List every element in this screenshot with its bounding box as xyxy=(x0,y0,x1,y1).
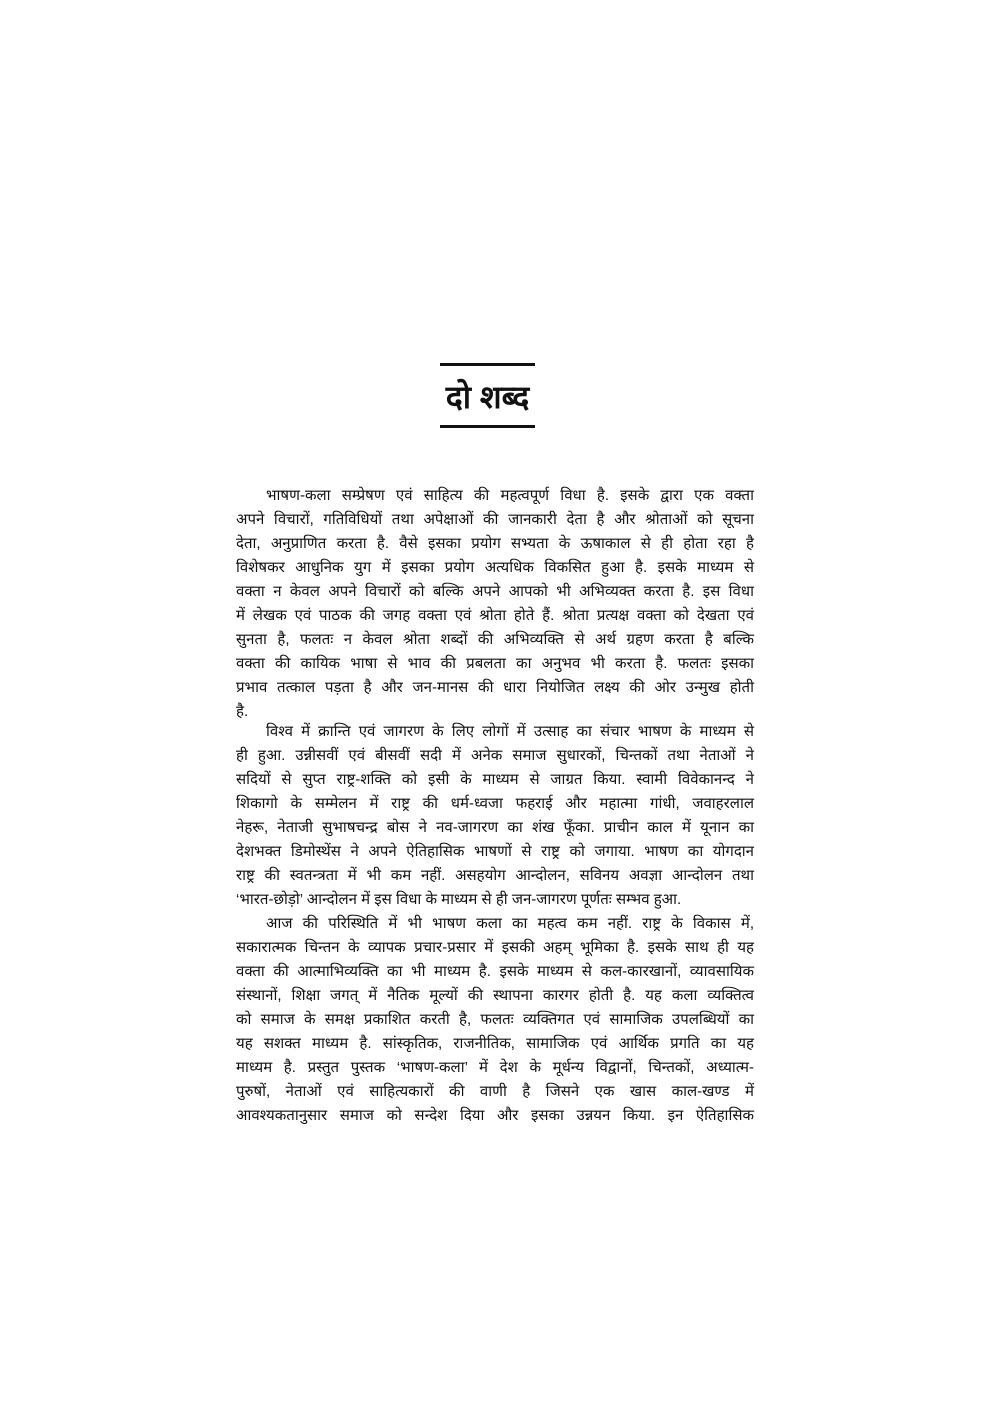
text-line: प्रभाव तत्काल पड़ता है और जन-मानस की धारा नियोजित लक्ष्य की ओर उन्मुख होती xyxy=(236,679,754,696)
paragraph-2 xyxy=(236,720,754,912)
text-line: देशभक्त डिमोस्थेंस ने अपने ऐतिहासिक भाषणों से राष्ट्र को जगाया. भाषण का योगदान xyxy=(236,843,754,860)
text-line: विश्व में क्रान्ति एवं जागरण के लिए लोगों में उत्साह का संचार भाषण के माध्यम से xyxy=(266,723,754,740)
title-top-rule xyxy=(440,363,535,366)
text-line: है. xyxy=(236,703,249,720)
text-line: अपने विचारों, गतिविधियों तथा अपेक्षाओं की जानकारी देता है और श्रोताओं को सूचना xyxy=(236,511,754,528)
page-title: दो शब्द xyxy=(445,379,530,415)
text-line: देता, अनुप्राणित करता है. वैसे इसका प्रयोग सभ्यता के ऊषाकाल से ही होता रहा है xyxy=(236,535,754,552)
text-line: में लेखक एवं पाठक की जगह वक्ता एवं श्रोता होते हैं. श्रोता प्रत्यक्ष वक्ता को देखता एवं xyxy=(236,607,754,624)
text-line: वक्ता की कायिक भाषा से भाव की प्रबलता का अनुभव भी करता है. फलतः इसका xyxy=(236,655,754,672)
paragraph-3 xyxy=(236,912,754,1128)
text-line: राष्ट्र की स्वतन्त्रता में भी कम नहीं. असहयोग आन्दोलन, सविनय अवज्ञा आन्दोलन तथा xyxy=(236,867,754,884)
text-line: नेहरू, नेताजी सुभाषचन्द्र बोस ने नव-जागरण का शंख फूँका. प्राचीन काल में यूनान का xyxy=(236,819,754,836)
text-line: भाषण-कला सम्प्रेषण एवं साहित्य की महत्वपूर्ण विधा है. इसके द्वारा एक वक्ता xyxy=(266,487,754,504)
text-line: ‘भारत-छोड़ो’ आन्दोलन में इस विधा के माध्यम से ही जन-जागरण पूर्णतः सम्भव हुआ. xyxy=(236,891,682,908)
title-bottom-rule xyxy=(440,425,535,428)
text-line: विशेषकर आधुनिक युग में इसका प्रयोग अत्यधिक विकसित हुआ है. इसके माध्यम से xyxy=(236,559,754,576)
text-line: वक्ता की आत्माभिव्यक्ति का भी माध्यम है. इसके माध्यम से कल-कारखानों, व्यावसायिक xyxy=(236,963,754,980)
text-line: संस्थानों, शिक्षा जगत् में नैतिक मूल्यों की स्थापना कारगर होती है. यह कला व्यक्तित्व xyxy=(236,987,754,1004)
text-line: सदियों से सुप्त राष्ट्र-शक्ति को इसी के माध्यम से जाग्रत किया. स्वामी विवेकानन्द ने xyxy=(236,771,754,788)
text-line: सुनता है, फलतः न केवल श्रोता शब्दों की अभिव्यक्ति से अर्थ ग्रहण करता है बल्कि xyxy=(236,631,754,648)
text-line: को समाज के समक्ष प्रकाशित करती है, फलतः व्यक्तिगत एवं सामाजिक उपलब्धियों का xyxy=(236,1011,754,1028)
text-line: यह सशक्त माध्यम है. सांस्कृतिक, राजनीतिक, सामाजिक एवं आर्थिक प्रगति का यह xyxy=(236,1035,754,1052)
paragraph-1 xyxy=(236,484,754,724)
text-line: आज की परिस्थिति में भी भाषण कला का महत्व कम नहीं. राष्ट्र के विकास में, xyxy=(266,915,754,932)
text-line: पुरुषों, नेताओं एवं साहित्यकारों की वाणी है जिसने एक खास काल-खण्ड में xyxy=(236,1083,754,1100)
text-line: शिकागो के सम्मेलन में राष्ट्र की धर्म-ध्वजा फहराई और महात्मा गांधी, जवाहरलाल xyxy=(236,795,754,812)
text-line: ही हुआ. उन्नीसवीं एवं बीसवीं सदी में अनेक समाज सुधारकों, चिन्तकों तथा नेताओं ने xyxy=(236,747,754,764)
text-line: माध्यम है. प्रस्तुत पुस्तक ‘भाषण-कला’ में देश के मूर्धन्य विद्वानों, चिन्तकों, अध्यात्म- xyxy=(236,1059,754,1076)
text-line: सकारात्मक चिन्तन के व्यापक प्रचार-प्रसार में इसकी अहम् भूमिका है. इसके साथ ही यह xyxy=(236,939,754,956)
text-line: आवश्यकतानुसार समाज को सन्देश दिया और इसका उन्नयन किया. इन ऐतिहासिक xyxy=(236,1107,754,1124)
text-line: वक्ता न केवल अपने विचारों को बल्कि अपने आपको भी अभिव्यक्त करता है. इस विधा xyxy=(236,583,754,600)
